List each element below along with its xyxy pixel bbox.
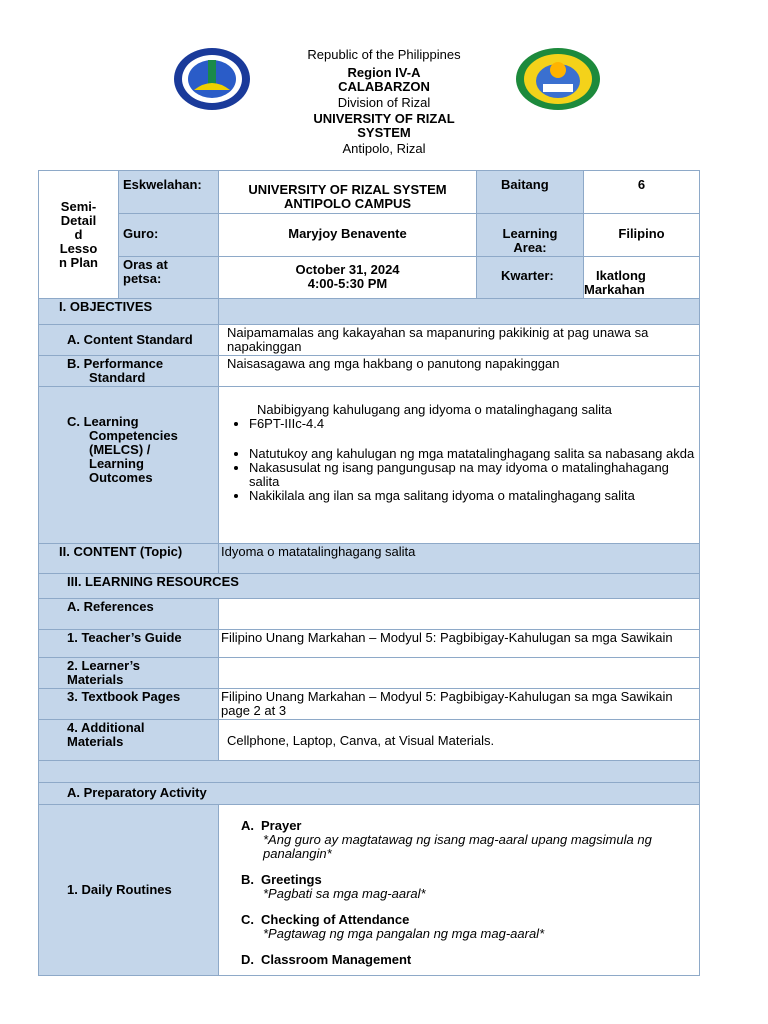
competency-intro: Nabibigyang kahulugang ang idyoma o matalinghagang salita xyxy=(257,402,612,417)
header-division: Division of Rizal xyxy=(337,95,431,110)
school-value: UNIVERSITY OF RIZAL SYSTEM ANTIPOLO CAMPUS xyxy=(219,171,477,214)
school-label: Eskwelahan: xyxy=(119,171,219,214)
additional-materials-label: 4. Additional Materials xyxy=(39,720,219,761)
learners-materials-label: 2. Learner’s Materials xyxy=(39,658,219,689)
grade-label: Baitang xyxy=(477,171,584,214)
routine-item: A. Prayer *Ang guro ay magtatawag ng isang mag-aaral upang magsimula ng panalangin* xyxy=(241,818,652,861)
lesson-plan-table xyxy=(38,170,700,976)
content-standard-value: Naipamamalas ang kakayahan sa mapanuring pakikinig at pag unawa sa napakinggan xyxy=(219,325,700,356)
learning-competencies-value xyxy=(219,387,700,544)
competency-item: • Nakikilala ang ilan sa mga salitang idyoma o matalinghagang salita xyxy=(249,489,695,503)
competency-item: • Natutukoy ang kahulugan ng mga matatalinghagang salita sa nabasang akda xyxy=(249,447,695,461)
header-location: Antipolo, Rizal xyxy=(342,141,426,156)
references-value xyxy=(219,599,700,630)
learners-materials-value xyxy=(219,658,700,689)
learning-resources-heading: III. LEARNING RESOURCES xyxy=(39,574,700,599)
routine-item: D. Classroom Management xyxy=(241,952,412,967)
content-topic-value: Idyoma o matatalinghagang salita xyxy=(219,544,700,574)
quarter-label: Kwarter: xyxy=(477,257,584,299)
references-label: A. References xyxy=(39,599,219,630)
teacher-value: Maryjoy Benavente xyxy=(219,214,477,257)
header-university: UNIVERSITY OF RIZAL xyxy=(313,111,455,126)
plan-type-cell: Semi- Detail d Lesso n Plan xyxy=(39,171,119,299)
quarter-value: Ikatlong Markahan xyxy=(584,257,700,299)
routine-item: C. Checking of Attendance *Pagtawag ng mga pangalan ng mga mag-aaral* xyxy=(241,912,545,941)
objectives-heading: I. OBJECTIVES xyxy=(39,299,219,325)
performance-standard-value: Naisasagawa ang mga hakbang o panutong napakinggan xyxy=(219,356,700,387)
textbook-pages-label: 3. Textbook Pages xyxy=(39,689,219,720)
content-topic-label: II. CONTENT (Topic) xyxy=(39,544,219,574)
learning-area-label: Learning Area: xyxy=(477,214,584,257)
teachers-guide-label: 1. Teacher’s Guide xyxy=(39,630,219,658)
competency-list xyxy=(219,447,695,503)
routine-item: B. Greetings *Pagbati sa mga mag-aaral* xyxy=(241,872,426,901)
competency-code: • F6PT-IIIc-4.4 xyxy=(249,417,695,431)
daily-routines-label: 1. Daily Routines xyxy=(39,805,219,976)
routine-list xyxy=(239,819,695,967)
performance-standard-label: B. Performance Standard xyxy=(39,356,219,387)
teacher-label: Guro: xyxy=(119,214,219,257)
content-standard-label: A. Content Standard xyxy=(39,325,219,356)
header-system: SYSTEM xyxy=(357,125,411,140)
daily-routines-value xyxy=(219,805,700,976)
date-value: October 31, 2024 4:00-5:30 PM xyxy=(219,257,477,299)
objectives-heading-blank xyxy=(219,299,700,325)
textbook-pages-value: Filipino Unang Markahan – Modyul 5: Pagbibigay-Kahulugan sa mga Sawikain page 2 at 3 xyxy=(219,689,700,720)
spacer-row xyxy=(39,761,700,783)
header-region: Region IV-A xyxy=(347,65,421,80)
additional-materials-value: Cellphone, Laptop, Canva, at Visual Materials. xyxy=(219,720,700,761)
learning-area-value: Filipino xyxy=(584,214,700,257)
teachers-guide-value: Filipino Unang Markahan – Modyul 5: Pagbibigay-Kahulugan sa mga Sawikain xyxy=(219,630,700,658)
header-calabarzon: CALABARZON xyxy=(338,79,430,94)
preparatory-activity-heading: A. Preparatory Activity xyxy=(39,783,700,805)
grade-value: 6 xyxy=(584,171,700,214)
date-label: Oras at petsa: xyxy=(119,257,219,299)
header-republic: Republic of the Philippines xyxy=(307,47,461,62)
learning-competencies-label: C. Learning Competencies (MELCS) / Learning Outcomes xyxy=(39,387,219,544)
competency-item: • Nakasusulat ng isang pangungusap na may idyoma o matalinghahagang salita xyxy=(249,461,695,489)
